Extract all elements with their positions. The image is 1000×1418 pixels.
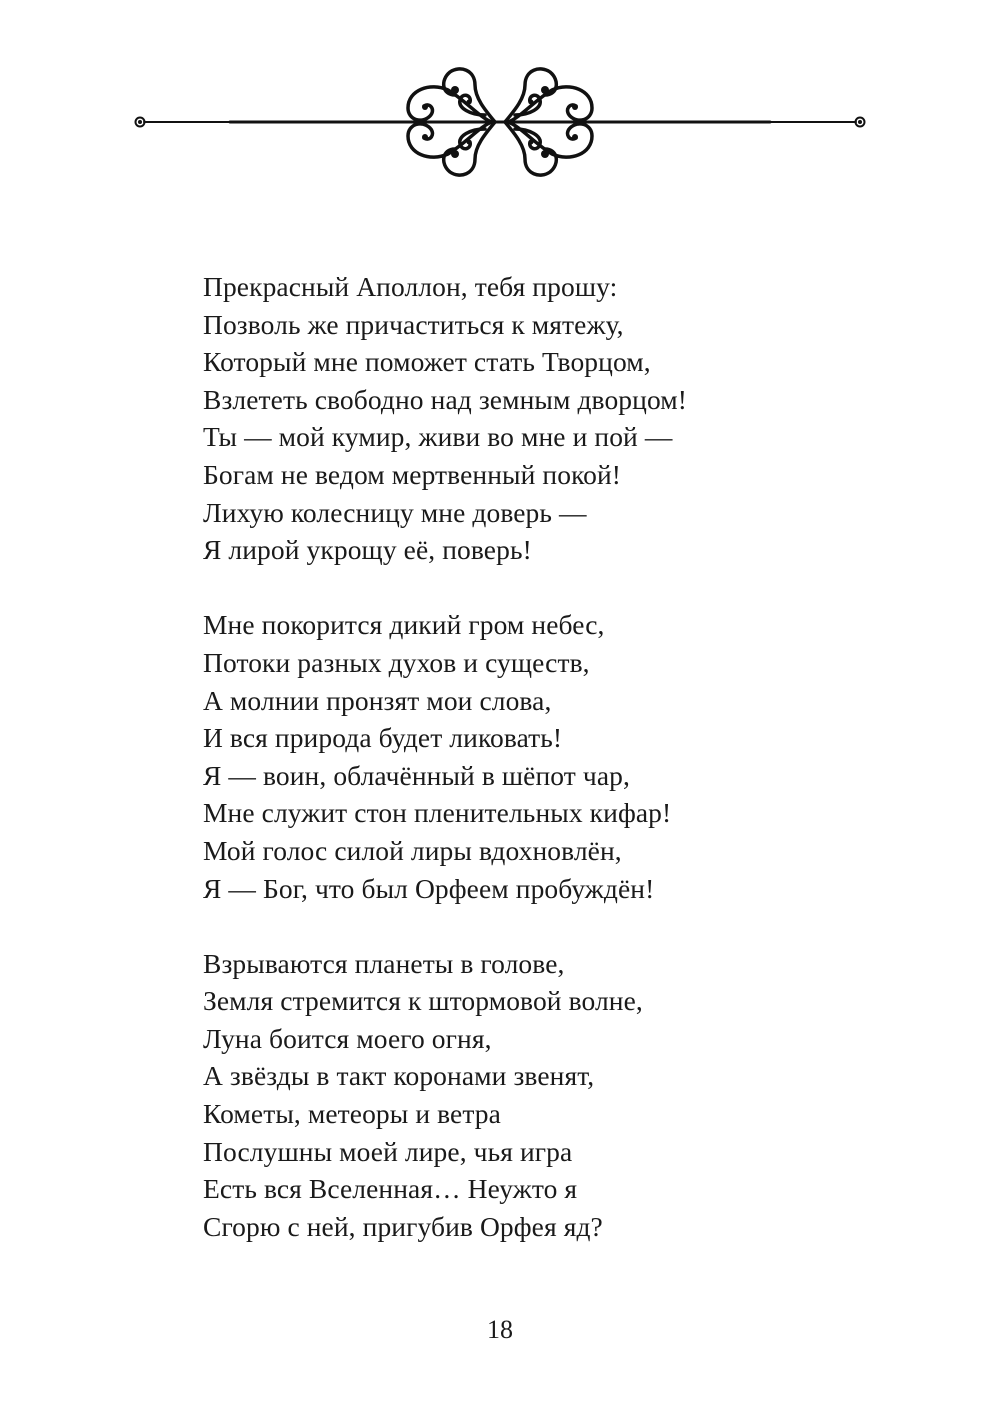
poem-line: Ты — мой кумир, живи во мне и пой — <box>203 421 673 453</box>
poem-line: Я — воин, облачённый в шёпот чар, <box>203 759 630 791</box>
stanza-2 <box>203 606 687 907</box>
poem-line: Богам не ведом мертвенный покой! <box>203 458 622 490</box>
poem-line: Я лирой укрощу её, поверь! <box>203 534 532 566</box>
poem-line: Земля стремится к штормовой волне, <box>203 985 643 1017</box>
poem-line: Мой голос силой лиры вдохновлён, <box>203 834 622 866</box>
poem-line: Послушны моей лире, чья игра <box>203 1135 573 1167</box>
poem-line: Я — Бог, что был Орфеем пробуждён! <box>203 872 655 904</box>
poem-line: Сгорю с ней, пригубив Орфея яд? <box>203 1210 603 1242</box>
poem-line: А звёзды в такт коронами звенят, <box>203 1060 595 1092</box>
poem-line: Луна боится моего огня, <box>203 1022 492 1054</box>
poem-line: Мне покорится дикий гром небес, <box>203 609 605 641</box>
poem-line: И вся природа будет ликовать! <box>203 722 563 754</box>
stanza-3 <box>203 945 687 1246</box>
poem-line: Взлететь свободно над земным дворцом! <box>203 383 688 415</box>
poem-line: Взрываются планеты в голове, <box>203 947 565 979</box>
poem-line: А молнии пронзят мои слова, <box>203 684 552 716</box>
poem-line: Есть вся Вселенная… Неужто я <box>203 1173 578 1205</box>
stanza-1 <box>203 268 687 569</box>
poem-line: Лихую колесницу мне доверь — <box>203 496 587 528</box>
poem-line: Потоки разных духов и существ, <box>203 646 590 678</box>
poem <box>203 268 687 1283</box>
poem-line: Который мне поможет стать Творцом, <box>203 346 651 378</box>
poem-line: Позволь же причаститься к мятежу, <box>203 308 624 340</box>
poem-line: Прекрасный Аполлон, тебя прошу: <box>203 271 618 302</box>
page-number: 18 <box>487 1315 513 1344</box>
ornament-divider <box>130 60 870 190</box>
poem-line: Кометы, метеоры и ветра <box>203 1098 501 1130</box>
poem-line: Мне служит стон пленительных кифар! <box>203 797 672 829</box>
